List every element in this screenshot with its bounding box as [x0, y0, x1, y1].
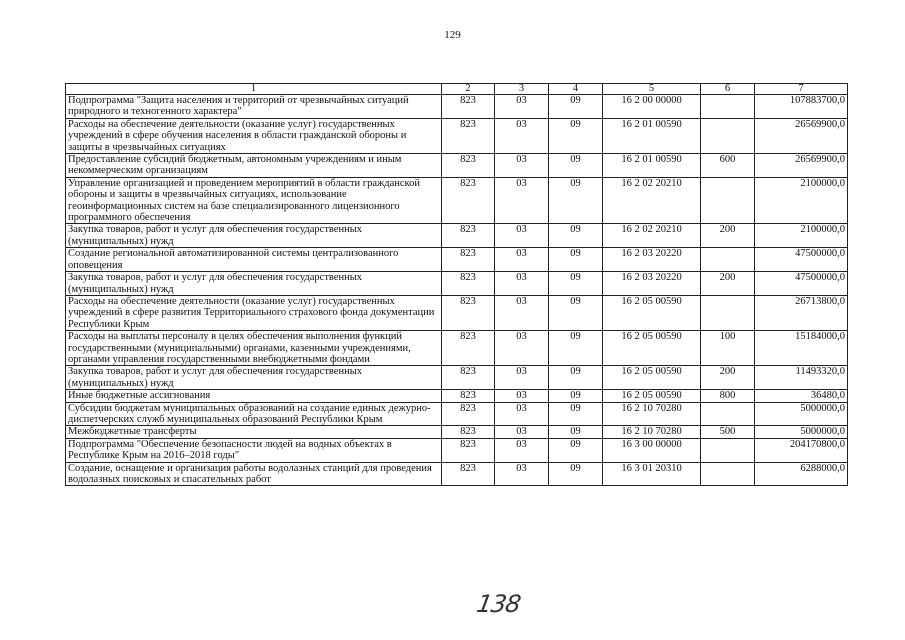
row-col3: 03	[495, 462, 549, 486]
row-col5: 16 2 00 00000	[603, 95, 701, 119]
row-col3: 03	[495, 177, 549, 224]
row-col3: 03	[495, 154, 549, 178]
row-col2: 823	[442, 390, 495, 402]
table-row	[66, 390, 848, 402]
table-row	[66, 402, 848, 426]
row-col4: 09	[549, 426, 603, 438]
header-row	[66, 84, 848, 95]
row-col6: 800	[701, 390, 755, 402]
row-col5: 16 3 00 00000	[603, 438, 701, 462]
row-col4: 09	[549, 95, 603, 119]
row-amount: 2100000,0	[755, 177, 848, 224]
col-header-6: 6	[701, 84, 755, 95]
table-row	[66, 462, 848, 486]
row-col4: 09	[549, 224, 603, 248]
col-header-4: 4	[549, 84, 603, 95]
row-col6: 200	[701, 366, 755, 390]
row-col5: 16 2 03 20220	[603, 248, 701, 272]
row-amount: 5000000,0	[755, 402, 848, 426]
table-row	[66, 438, 848, 462]
row-name: Закупка товаров, работ и услуг для обеспечения государственных (муниципальных) нужд	[66, 224, 442, 248]
row-col4: 09	[549, 118, 603, 153]
row-col2: 823	[442, 248, 495, 272]
row-amount: 47500000,0	[755, 272, 848, 296]
row-col3: 03	[495, 366, 549, 390]
row-amount: 26569900,0	[755, 154, 848, 178]
row-col4: 09	[549, 295, 603, 330]
row-col5: 16 2 10 70280	[603, 426, 701, 438]
row-col2: 823	[442, 95, 495, 119]
row-name: Субсидии бюджетам муниципальных образований на создание единых дежурно-диспетчерских служб муниципальных образований Республики Крым	[66, 402, 442, 426]
row-amount: 5000000,0	[755, 426, 848, 438]
row-col3: 03	[495, 272, 549, 296]
row-amount: 15184000,0	[755, 331, 848, 366]
row-col3: 03	[495, 118, 549, 153]
row-name: Межбюджетные трансферты	[66, 426, 442, 438]
row-name: Закупка товаров, работ и услуг для обеспечения государственных (муниципальных) нужд	[66, 366, 442, 390]
row-col2: 823	[442, 224, 495, 248]
row-col5: 16 2 02 20210	[603, 224, 701, 248]
row-col2: 823	[442, 438, 495, 462]
row-col2: 823	[442, 366, 495, 390]
row-name: Расходы на обеспечение деятельности (оказание услуг) государственных учреждений в сфере обучения населения в области гражданской обороны и защиты в чрезвычайных ситуациях	[66, 118, 442, 153]
row-amount: 204170800,0	[755, 438, 848, 462]
col-header-5: 5	[603, 84, 701, 95]
row-col4: 09	[549, 462, 603, 486]
row-col3: 03	[495, 390, 549, 402]
row-col5: 16 2 05 00590	[603, 366, 701, 390]
row-col2: 823	[442, 154, 495, 178]
row-name: Иные бюджетные ассигнования	[66, 390, 442, 402]
row-name: Расходы на обеспечение деятельности (оказание услуг) государственных учреждений в сфере развития Территориального страхового фонда документации Республики Крым	[66, 295, 442, 330]
row-col2: 823	[442, 177, 495, 224]
table-row	[66, 177, 848, 224]
handwritten-page-number: 138	[474, 590, 523, 618]
row-col2: 823	[442, 462, 495, 486]
row-col5: 16 2 10 70280	[603, 402, 701, 426]
row-col6: 600	[701, 154, 755, 178]
col-header-7: 7	[755, 84, 848, 95]
table-row	[66, 426, 848, 438]
row-col4: 09	[549, 154, 603, 178]
row-col2: 823	[442, 402, 495, 426]
row-col5: 16 2 01 00590	[603, 154, 701, 178]
row-col4: 09	[549, 438, 603, 462]
row-amount: 26569900,0	[755, 118, 848, 153]
row-col6	[701, 177, 755, 224]
row-amount: 2100000,0	[755, 224, 848, 248]
row-col4: 09	[549, 248, 603, 272]
row-col2: 823	[442, 272, 495, 296]
row-name: Создание региональной автоматизированной системы централизованного оповещения	[66, 248, 442, 272]
row-col3: 03	[495, 295, 549, 330]
row-col6: 500	[701, 426, 755, 438]
budget-table	[65, 83, 848, 486]
row-col2: 823	[442, 426, 495, 438]
col-header-1: 1	[66, 84, 442, 95]
row-name: Расходы на выплаты персоналу в целях обеспечения выполнения функций государственными (муниципальными) органами, казенными учреждениями, органами управления государственными внебюджетными фондами	[66, 331, 442, 366]
row-col6: 200	[701, 272, 755, 296]
row-col2: 823	[442, 295, 495, 330]
table-row	[66, 154, 848, 178]
row-name: Закупка товаров, работ и услуг для обеспечения государственных (муниципальных) нужд	[66, 272, 442, 296]
table-row	[66, 366, 848, 390]
row-col6	[701, 295, 755, 330]
row-name: Управление организацией и проведением мероприятий в области гражданской обороны и защиты в чрезвычайных ситуациях, использование геоинформационных систем на базе специализированного лицензионного программного обеспечения	[66, 177, 442, 224]
row-col2: 823	[442, 331, 495, 366]
row-amount: 47500000,0	[755, 248, 848, 272]
row-col6: 200	[701, 224, 755, 248]
row-amount: 6288000,0	[755, 462, 848, 486]
row-col6	[701, 438, 755, 462]
row-col3: 03	[495, 331, 549, 366]
row-amount: 26713800,0	[755, 295, 848, 330]
row-col4: 09	[549, 331, 603, 366]
row-col4: 09	[549, 390, 603, 402]
row-col3: 03	[495, 438, 549, 462]
table-row	[66, 295, 848, 330]
row-col6	[701, 95, 755, 119]
row-col6	[701, 248, 755, 272]
row-col3: 03	[495, 402, 549, 426]
row-col3: 03	[495, 426, 549, 438]
row-col6	[701, 118, 755, 153]
col-header-3: 3	[495, 84, 549, 95]
row-col5: 16 2 01 00590	[603, 118, 701, 153]
row-col6	[701, 402, 755, 426]
row-col4: 09	[549, 177, 603, 224]
row-col3: 03	[495, 224, 549, 248]
row-amount: 11493320,0	[755, 366, 848, 390]
row-amount: 36480,0	[755, 390, 848, 402]
row-col4: 09	[549, 402, 603, 426]
row-col4: 09	[549, 272, 603, 296]
row-col6	[701, 462, 755, 486]
col-header-2: 2	[442, 84, 495, 95]
row-col5: 16 3 01 20310	[603, 462, 701, 486]
row-name: Подпрограмма "Обеспечение безопасности людей на водных объектах в Республике Крым на 2016–2018 годы"	[66, 438, 442, 462]
row-col5: 16 2 05 00590	[603, 390, 701, 402]
table-row	[66, 118, 848, 153]
row-name: Создание, оснащение и организация работы водолазных станций для проведения водолазных поисковых и спасательных работ	[66, 462, 442, 486]
row-amount: 107883700,0	[755, 95, 848, 119]
table-row	[66, 331, 848, 366]
table-row	[66, 224, 848, 248]
page-number: 129	[444, 29, 461, 41]
row-col5: 16 2 05 00590	[603, 295, 701, 330]
row-col5: 16 2 02 20210	[603, 177, 701, 224]
row-col5: 16 2 03 20220	[603, 272, 701, 296]
row-col3: 03	[495, 95, 549, 119]
row-col6: 100	[701, 331, 755, 366]
row-col2: 823	[442, 118, 495, 153]
row-col3: 03	[495, 248, 549, 272]
row-name: Предоставление субсидий бюджетным, автономным учреждениям и иным некоммерческим организациям	[66, 154, 442, 178]
table-row	[66, 248, 848, 272]
row-name: Подпрограмма "Защита населения и территорий от чрезвычайных ситуаций природного и техногенного характера"	[66, 95, 442, 119]
row-col4: 09	[549, 366, 603, 390]
table-row	[66, 95, 848, 119]
table-row	[66, 272, 848, 296]
row-col5: 16 2 05 00590	[603, 331, 701, 366]
